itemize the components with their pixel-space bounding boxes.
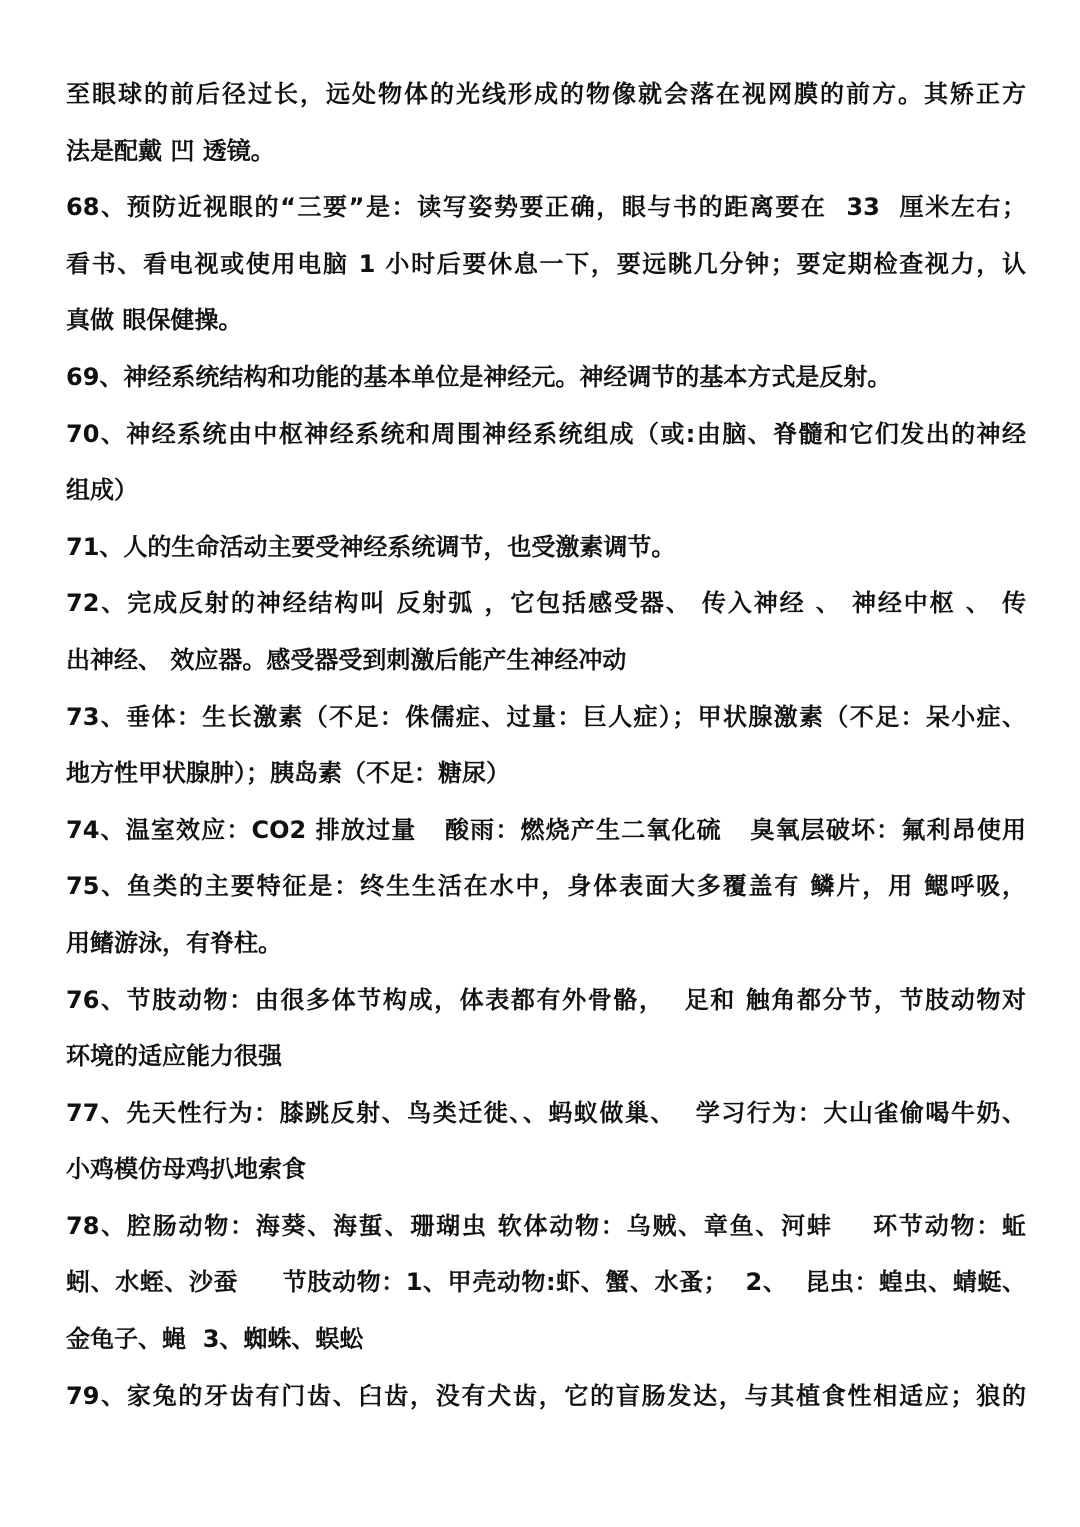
document-page bbox=[66, 66, 1026, 1424]
item-75-line-2: 用鳍游泳，有脊柱。 bbox=[66, 928, 282, 957]
item-78-line-3: 金龟子、蝇 3、蜘蛛、蜈蚣 bbox=[66, 1325, 364, 1354]
item-78-line-1: 78、腔肠动物：海葵、海蜇、珊瑚虫 软体动物：乌贼、章鱼、河蚌 环节动物：蚯 bbox=[66, 1211, 1026, 1240]
item-70-line-1: 70、神经系统由中枢神经系统和周围神经系统组成（或:由脑、脊髓和它们发出的神经 bbox=[66, 419, 1026, 448]
item-79-line-1: 79、家兔的牙齿有门齿、臼齿，没有犬齿，它的盲肠发达，与其植食性相适应；狼的 bbox=[66, 1381, 1026, 1410]
item-77-line-1: 77、先天性行为：膝跳反射、鸟类迁徙、、蚂蚁做巢、 学习行为：大山雀偷喝牛奶、 bbox=[66, 1098, 1026, 1127]
item-68-line-1: 68、预防近视眼的“三要”是：读写姿势要正确，眼与书的距离要在 33 厘米左右； bbox=[66, 193, 1026, 222]
item-76-line-1: 76、节肢动物：由很多体节构成，体表都有外骨骼， 足和 触角都分节，节肢动物对 bbox=[66, 985, 1026, 1014]
item-68-line-2: 看书、看电视或使用电脑 1 小时后要休息一下，要远眺几分钟；要定期检查视力，认 bbox=[66, 249, 1026, 278]
item-75-line-1: 75、鱼类的主要特征是：终生生活在水中，身体表面大多覆盖有 鳞片，用 鳃呼吸， bbox=[66, 872, 1026, 901]
item-78-line-2: 蚓、水蛭、沙蚕 节肢动物：1、甲壳动物:虾、蟹、水蚤； 2、 昆虫：蝗虫、蜻蜓、 bbox=[66, 1268, 1026, 1297]
text-line-2: 法是配戴 凹 透镜。 bbox=[66, 136, 275, 165]
item-73-line-2: 地方性甲状腺肿）；胰岛素（不足：糖尿） bbox=[66, 759, 510, 788]
item-70-line-2: 组成） bbox=[66, 476, 138, 505]
item-76-line-2: 环境的适应能力很强 bbox=[66, 1042, 282, 1071]
item-69-line-1: 69、神经系统结构和功能的基本单位是神经元。神经调节的基本方式是反射。 bbox=[66, 362, 892, 391]
item-68-line-3: 真做 眼保健操。 bbox=[66, 306, 243, 335]
item-72-line-1: 72、完成反射的神经结构叫 反射弧 ，它包括感受器、 传入神经 、 神经中枢 、 传 bbox=[66, 589, 1026, 618]
item-71-line-1: 71、人的生命活动主要受神经系统调节，也受激素调节。 bbox=[66, 532, 676, 561]
item-73-line-1: 73、垂体：生长激素（不足：侏儒症、过量：巨人症）；甲状腺激素（不足：呆小症、 bbox=[66, 702, 1026, 731]
item-72-line-2: 出神经、 效应器。感受器受到刺激后能产生神经冲动 bbox=[66, 645, 627, 674]
item-77-line-2: 小鸡模仿母鸡扒地索食 bbox=[66, 1155, 306, 1184]
item-74-line-1: 74、温室效应：CO2 排放过量 酸雨：燃烧产生二氧化硫 臭氧层破坏：氟利昂使用 bbox=[66, 815, 1026, 844]
text-line-1: 至眼球的前后径过长，远处物体的光线形成的物像就会落在视网膜的前方。其矫正方 bbox=[66, 80, 1026, 108]
